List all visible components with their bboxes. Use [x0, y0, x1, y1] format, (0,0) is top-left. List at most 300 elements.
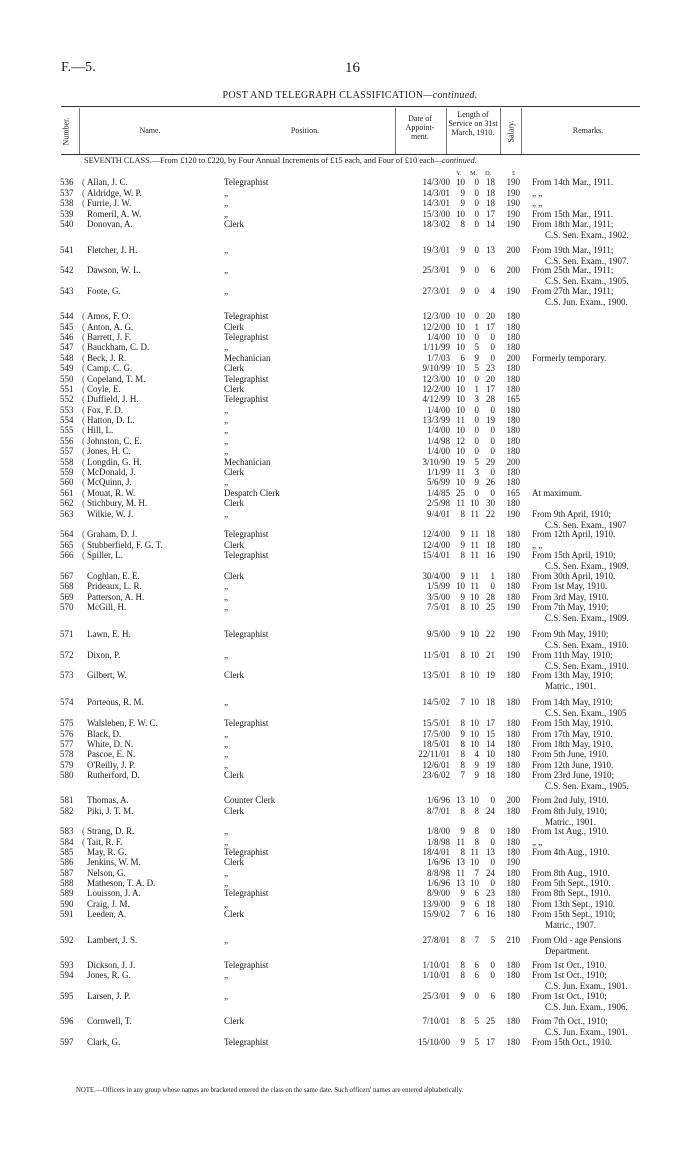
salary-value: 180 [506, 540, 520, 550]
appointment-date: 12/2/00 [422, 384, 450, 394]
service-years: 10 [456, 374, 465, 384]
officer-position: „ [224, 760, 228, 770]
table-row [0, 857, 700, 868]
appointment-date: 1/1/99 [426, 467, 450, 477]
service-years: 10 [456, 384, 465, 394]
service-years: 9 [460, 198, 465, 208]
salary-value: 180 [506, 909, 520, 919]
row-number: 593 [60, 960, 74, 970]
officer-name: Longdin, G. H. [87, 457, 142, 467]
salary-value: 200 [506, 265, 520, 275]
salary-value: 180 [506, 592, 520, 602]
service-years: 13 [456, 857, 465, 867]
service-years: 9 [460, 571, 465, 581]
service-months: 7 [474, 935, 479, 945]
officer-position: „ [224, 425, 228, 435]
table-row [0, 498, 700, 509]
salary-value: 190 [506, 629, 520, 639]
appointment-date: 25/3/01 [422, 265, 450, 275]
service-days: 22 [486, 629, 495, 639]
salary-value: 180 [506, 384, 520, 394]
salary-value: 200 [506, 795, 520, 805]
remarks-text: Formerly temporary. [532, 353, 607, 363]
group-bracket: ( [82, 405, 85, 415]
remarks-text: From 7th Oct., 1910; [532, 1016, 608, 1026]
service-months: 5 [474, 342, 479, 352]
officer-position: Clerk [224, 670, 244, 680]
appointment-date: 1/6/96 [426, 857, 450, 867]
row-number: 536 [60, 177, 74, 187]
service-days: 0 [490, 405, 495, 415]
header-date: Date of Appoint- ment. [405, 114, 435, 141]
officer-name: Graham, D. J. [87, 529, 138, 539]
remarks-continuation: C.S. Sen. Exam., 1910. [545, 640, 629, 650]
service-months: 10 [470, 878, 479, 888]
service-months: 10 [470, 650, 479, 660]
appointment-date: 1/4/98 [426, 436, 450, 446]
table-row [0, 795, 700, 806]
appointment-date: 9/5/00 [426, 629, 450, 639]
service-years: 10 [456, 363, 465, 373]
appointment-date: 13/5/01 [422, 670, 450, 680]
officer-position: Counter Clerk [224, 795, 276, 805]
salary-value: 180 [506, 477, 520, 487]
service-years: 9 [460, 826, 465, 836]
salary-value: 180 [506, 847, 520, 857]
officer-position: Clerk [224, 219, 244, 229]
service-years: 8 [460, 749, 465, 759]
salary-value: 190 [506, 286, 520, 296]
officer-name: Spiller, L. [87, 550, 123, 560]
officer-position: „ [224, 935, 228, 945]
appointment-date: 25/3/01 [422, 991, 450, 1001]
service-days: 0 [490, 425, 495, 435]
remarks-continuation: C.S. Jun. Exam., 1906. [545, 1002, 628, 1012]
service-years: 12 [456, 436, 465, 446]
table-row [0, 602, 700, 623]
service-years: 9 [460, 592, 465, 602]
service-days: 17 [486, 1037, 495, 1047]
service-months: 10 [470, 739, 479, 749]
service-years: 10 [456, 446, 465, 456]
service-months: 3 [474, 467, 479, 477]
service-years: 8 [460, 670, 465, 680]
service-days: 0 [490, 332, 495, 342]
officer-position: Clerk [224, 806, 244, 816]
row-number: 541 [60, 245, 74, 255]
table-row [0, 509, 700, 530]
appointment-date: 14/3/00 [422, 177, 450, 187]
appointment-date: 15/4/01 [422, 550, 450, 560]
remarks-text: „ „ [532, 188, 543, 198]
salary-value: 180 [506, 1037, 520, 1047]
service-months: 1 [474, 384, 479, 394]
service-days: 18 [486, 188, 495, 198]
remarks-continuation: C.S. Sen. Exam., 1905. [545, 781, 629, 791]
row-number: 586 [60, 857, 74, 867]
service-months: 8 [474, 806, 479, 816]
remarks-text: From 1st Oct., 1910; [532, 991, 607, 1001]
appointment-date: 30/4/00 [422, 571, 450, 581]
service-days: 0 [490, 488, 495, 498]
appointment-date: 27/3/01 [422, 286, 450, 296]
salary-value: 200 [506, 353, 520, 363]
table-row [0, 650, 700, 671]
service-months: 6 [474, 888, 479, 898]
service-days: 5 [490, 935, 495, 945]
service-years: 10 [456, 322, 465, 332]
table-row [0, 311, 700, 322]
service-months: 11 [470, 550, 479, 560]
salary-value: 180 [506, 729, 520, 739]
service-years: 8 [460, 1016, 465, 1026]
salary-value: 180 [506, 405, 520, 415]
remarks-text: From 12th April, 1910. [532, 529, 616, 539]
appointment-date: 18/5/01 [422, 739, 450, 749]
officer-name: Bauckham, C. D. [87, 342, 150, 352]
officer-position: Telegraphist [224, 847, 269, 857]
row-number: 589 [60, 888, 74, 898]
officer-name: Coyle, E. [87, 384, 121, 394]
row-number: 585 [60, 847, 74, 857]
officer-name: White, D. N. [87, 739, 134, 749]
officer-position: „ [224, 697, 228, 707]
table-row [0, 909, 700, 930]
service-months: 0 [474, 286, 479, 296]
service-years: 13 [456, 795, 465, 805]
officer-name: May, R. G. [87, 847, 127, 857]
remarks-continuation: C.S. Sen. Exam., 1907 [545, 520, 627, 530]
salary-value: 190 [506, 550, 520, 560]
row-number: 572 [60, 650, 74, 660]
service-days: 24 [486, 806, 495, 816]
service-days: 22 [486, 509, 495, 519]
remarks-continuation: C.S. Sen. Exam., 1909. [545, 561, 629, 571]
remarks-text: From 18th May, 1910. [532, 739, 613, 749]
salary-value: 190 [506, 602, 520, 612]
service-days: 16 [486, 909, 495, 919]
officer-position: „ [224, 477, 228, 487]
row-number: 584 [60, 837, 74, 847]
service-months: 11 [470, 529, 479, 539]
row-number: 597 [60, 1037, 74, 1047]
remarks-text: From 19th Mar., 1911; [532, 245, 614, 255]
appointment-date: 14/3/01 [422, 198, 450, 208]
salary-value: 180 [506, 868, 520, 878]
officer-position: „ [224, 446, 228, 456]
group-bracket: ( [82, 529, 85, 539]
service-months: 6 [474, 899, 479, 909]
salary-value: 190 [506, 219, 520, 229]
group-bracket: ( [82, 188, 85, 198]
group-bracket: ( [82, 550, 85, 560]
salary-value: 165 [506, 488, 520, 498]
unit-months: M. [470, 170, 478, 177]
service-months: 7 [474, 868, 479, 878]
service-days: 0 [490, 795, 495, 805]
officer-name: Pascoe, E. N. [87, 749, 136, 759]
appointment-date: 1/8/98 [426, 837, 450, 847]
service-months: 5 [474, 457, 479, 467]
officer-name: Wilkie, W. J. [87, 509, 134, 519]
officer-name: Hill, L. [87, 425, 114, 435]
table-row [0, 219, 700, 240]
group-bracket: ( [82, 198, 85, 208]
remarks-text: From 9th April, 1910; [532, 509, 612, 519]
officer-name: Matheson, T. A. D. [87, 878, 156, 888]
service-years: 8 [460, 650, 465, 660]
appointment-date: 27/8/01 [422, 935, 450, 945]
officer-name: O'Reilly, J. P. [87, 760, 136, 770]
service-days: 30 [486, 498, 495, 508]
officer-name: Fletcher, J. H. [87, 245, 138, 255]
service-days: 0 [490, 857, 495, 867]
service-days: 20 [486, 311, 495, 321]
service-days: 25 [486, 602, 495, 612]
table-row [0, 245, 700, 266]
row-number: 559 [60, 467, 74, 477]
remarks-text: From 4th Aug., 1910. [532, 847, 610, 857]
salary-value: 180 [506, 770, 520, 780]
officer-name: Piki, J. T. M. [87, 806, 134, 816]
row-number: 587 [60, 868, 74, 878]
salary-value: 190 [506, 209, 520, 219]
officer-name: Hatton, D. L. [87, 415, 135, 425]
officer-position: „ [224, 878, 228, 888]
officer-position: Clerk [224, 571, 244, 581]
service-years: 10 [456, 477, 465, 487]
officer-position: Clerk [224, 540, 244, 550]
appointment-date: 1/6/96 [426, 878, 450, 888]
service-days: 0 [490, 960, 495, 970]
salary-value: 180 [506, 670, 520, 680]
appointment-date: 4/12/99 [422, 394, 450, 404]
remarks-text: From 8th Aug., 1910. [532, 868, 610, 878]
service-years: 11 [456, 837, 465, 847]
officer-position: „ [224, 209, 228, 219]
remarks-text: From 5th June, 1910. [532, 749, 609, 759]
salary-value: 180 [506, 436, 520, 446]
officer-position: „ [224, 826, 228, 836]
row-number: 569 [60, 592, 74, 602]
remarks-text: „ „ [532, 837, 543, 847]
remarks-text: „ „ [532, 198, 543, 208]
service-years: 10 [456, 311, 465, 321]
remarks-text: From 5th Sept., 1910. [532, 878, 611, 888]
officer-position: „ [224, 970, 228, 980]
officer-name: Foote, G. [87, 286, 121, 296]
footnote: NOTE.—Officers in any group whose names are bracketed entered the class on the same date. Such officers' names are entered alphabetically. [76, 1087, 464, 1094]
service-months: 9 [474, 770, 479, 780]
service-months: 9 [474, 353, 479, 363]
service-years: 9 [460, 629, 465, 639]
group-bracket: ( [82, 363, 85, 373]
service-days: 17 [486, 384, 495, 394]
group-bracket: ( [82, 177, 85, 187]
appointment-date: 17/5/00 [422, 729, 450, 739]
service-years: 10 [456, 209, 465, 219]
officer-position: „ [224, 899, 228, 909]
officer-position: „ [224, 837, 228, 847]
service-years: 10 [456, 581, 465, 591]
officer-name: Porteous, R. M. [87, 697, 144, 707]
table-row [0, 425, 700, 436]
group-bracket: ( [82, 394, 85, 404]
header-name: Name. [139, 126, 161, 135]
service-days: 18 [486, 529, 495, 539]
remarks-text: From 1st Oct., 1910; [532, 970, 607, 980]
service-months: 0 [474, 209, 479, 219]
service-days: 14 [486, 739, 495, 749]
officer-name: McGill, H. [87, 602, 127, 612]
officer-name: Larsen, J. P. [87, 991, 131, 1001]
appointment-date: 15/10/00 [417, 1037, 450, 1047]
salary-value: 180 [506, 991, 520, 1001]
service-months: 5 [474, 1037, 479, 1047]
row-number: 554 [60, 415, 74, 425]
service-months: 6 [474, 909, 479, 919]
appointment-date: 1/7/03 [426, 353, 450, 363]
table-row [0, 806, 700, 827]
service-months: 10 [470, 498, 479, 508]
row-number: 561 [60, 488, 74, 498]
salary-value: 190 [506, 509, 520, 519]
table-row [0, 629, 700, 650]
header-salary: Salary. [506, 120, 516, 142]
appointment-date: 1/4/00 [426, 405, 450, 415]
row-number: 538 [60, 198, 74, 208]
service-days: 13 [486, 847, 495, 857]
service-days: 25 [486, 1016, 495, 1026]
remarks-text: From 13th May, 1910; [532, 670, 613, 680]
service-days: 17 [486, 322, 495, 332]
appointment-date: 1/10/01 [422, 970, 450, 980]
officer-position: Telegraphist [224, 718, 269, 728]
service-days: 0 [490, 342, 495, 352]
remarks-continuation: C.S. Jun. Exam., 1900. [545, 297, 628, 307]
officer-name: Lambert, J. S. [87, 935, 138, 945]
service-months: 10 [470, 629, 479, 639]
remarks-continuation: C.S. Sen. Exam., 1905. [545, 276, 629, 286]
row-number: 596 [60, 1016, 74, 1026]
service-years: 10 [456, 332, 465, 342]
service-years: 9 [460, 991, 465, 1001]
service-years: 8 [460, 602, 465, 612]
officer-name: Stubberfield, F. G. T. [87, 540, 163, 550]
appointment-date: 7/5/01 [426, 602, 450, 612]
officer-name: Romeril, A. W. [87, 209, 142, 219]
service-months: 1 [474, 322, 479, 332]
row-number: 549 [60, 363, 74, 373]
remarks-text: From 1st Aug., 1910. [532, 826, 609, 836]
salary-value: 200 [506, 457, 520, 467]
officer-position: Clerk [224, 322, 244, 332]
row-number: 544 [60, 311, 74, 321]
unit-years: Y. [456, 170, 462, 177]
remarks-continuation: Matric., 1907. [545, 920, 596, 930]
table-row [0, 177, 700, 188]
remarks-text: From 7th May, 1910; [532, 602, 609, 612]
service-months: 11 [470, 540, 479, 550]
service-months: 0 [474, 265, 479, 275]
service-years: 9 [460, 888, 465, 898]
header-remarks: Remarks. [572, 126, 604, 135]
table-row [0, 529, 700, 540]
appointment-date: 3/10/90 [422, 457, 450, 467]
officer-name: Gilbert, W. [87, 670, 127, 680]
remarks-text: From 14th May, 1910; [532, 697, 613, 707]
appointment-date: 13/9/00 [422, 899, 450, 909]
remarks-continuation: Matric., 1901. [545, 681, 596, 691]
service-years: 8 [460, 509, 465, 519]
officer-name: Nelson, G. [87, 868, 126, 878]
officer-position: Telegraphist [224, 394, 269, 404]
service-days: 0 [490, 970, 495, 980]
table-row [0, 446, 700, 457]
officer-position: „ [224, 739, 228, 749]
table-row [0, 265, 700, 286]
remarks-continuation: C.S. Sen. Exam., 1902. [545, 230, 629, 240]
officer-name: Jones, H. C. [87, 446, 131, 456]
officer-name: Leeden, A. [87, 909, 127, 919]
remarks-text: From 18th Mar., 1911; [532, 219, 614, 229]
service-days: 4 [490, 286, 495, 296]
table-row [0, 697, 700, 718]
appointment-date: 8/8/98 [426, 868, 450, 878]
service-years: 9 [460, 245, 465, 255]
class-heading-suffix: —continued. [434, 156, 477, 165]
appointment-date: 18/3/02 [422, 219, 450, 229]
service-years: 8 [460, 806, 465, 816]
service-days: 0 [490, 436, 495, 446]
officer-position: „ [224, 868, 228, 878]
row-number: 540 [60, 219, 74, 229]
officer-position: „ [224, 245, 228, 255]
table-row [0, 286, 700, 307]
appointment-date: 12/4/00 [422, 540, 450, 550]
service-months: 10 [470, 729, 479, 739]
service-months: 0 [474, 488, 479, 498]
officer-position: „ [224, 729, 228, 739]
appointment-date: 11/5/01 [422, 650, 450, 660]
officer-position: Despatch Clerk [224, 488, 280, 498]
officer-position: Telegraphist [224, 1037, 269, 1047]
service-months: 4 [474, 749, 479, 759]
row-number: 557 [60, 446, 74, 456]
service-days: 18 [486, 770, 495, 780]
service-years: 9 [460, 899, 465, 909]
service-years: 11 [456, 868, 465, 878]
row-number: 594 [60, 970, 74, 980]
service-months: 11 [470, 581, 479, 591]
officer-name: Dickson, J. J. [87, 960, 136, 970]
officer-position: Telegraphist [224, 374, 269, 384]
group-bracket: ( [82, 477, 85, 487]
row-number: 555 [60, 425, 74, 435]
remarks-text: From 15th April, 1910; [532, 550, 616, 560]
remarks-text: From 17th May, 1910. [532, 729, 613, 739]
remarks-text: From 25th Mar., 1911; [532, 265, 614, 275]
appointment-date: 14/5/02 [422, 697, 450, 707]
service-months: 0 [474, 415, 479, 425]
officer-position: Clerk [224, 909, 244, 919]
table-row [0, 670, 700, 691]
row-number: 591 [60, 909, 74, 919]
service-years: 9 [460, 188, 465, 198]
table-row [0, 198, 700, 209]
officer-name: Amos, F. O. [87, 311, 131, 321]
appointment-date: 12/4/00 [422, 529, 450, 539]
